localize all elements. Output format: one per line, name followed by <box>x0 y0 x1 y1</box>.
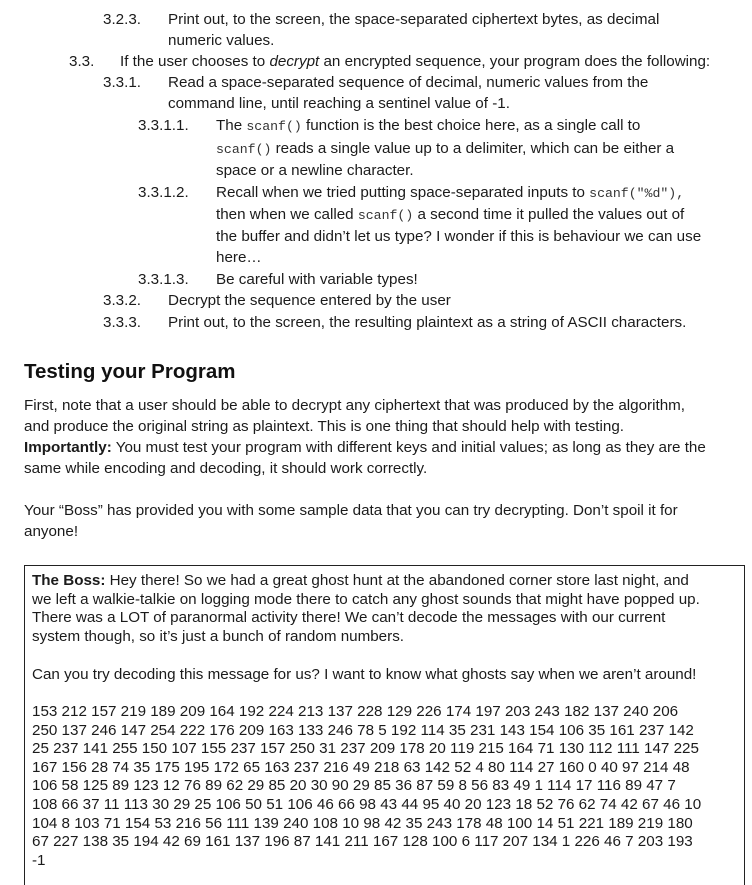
boss-message-box <box>24 565 745 885</box>
item-text <box>216 205 684 226</box>
item-text: Be careful with variable types! <box>216 271 418 288</box>
item-text: space or a newline character. <box>216 162 414 179</box>
item-text: numeric values. <box>168 32 275 49</box>
item-text <box>216 116 640 137</box>
item-number: 3.3. <box>69 53 95 70</box>
cipher-line: 104 8 103 71 154 53 216 56 111 139 240 108 10 98 42 35 243 178 48 100 14 51 221 189 219 180 <box>32 814 693 832</box>
inline-code: scanf() <box>216 142 272 157</box>
paragraph-line: There was a LOT of paranormal activity there! We can’t decode the messages with our current <box>32 609 666 627</box>
paragraph-line: we left a walkie-talkie on logging mode there to catch any ghost sounds that might have popped up. <box>32 590 700 608</box>
item-text: command line, until reaching a sentinel value of -1. <box>168 95 510 112</box>
emphasis-text: decrypt <box>269 53 320 70</box>
cipher-line: 108 66 37 11 113 30 29 25 106 50 51 106 46 66 98 43 44 95 40 20 123 18 52 76 62 74 42 67 46 10 <box>32 795 702 813</box>
boss-message <box>32 572 744 646</box>
bold-text: Importantly: <box>24 439 112 456</box>
testing-paragraph <box>24 395 746 479</box>
item-text <box>216 183 684 204</box>
cipher-line: 153 212 157 219 189 209 164 192 224 213 137 228 129 226 174 197 203 243 182 137 240 206 <box>32 703 679 720</box>
text-run: The <box>216 117 247 134</box>
cipher-line: 106 58 125 89 123 12 76 89 62 29 85 20 30 90 29 85 36 87 59 8 56 83 49 1 114 17 116 89 47 7 <box>32 777 676 795</box>
item-number: 3.3.1.2. <box>138 184 189 201</box>
inline-code: scanf() <box>357 208 414 223</box>
cipher-line: 67 227 138 35 194 42 69 161 137 196 87 141 211 167 128 100 6 117 207 134 1 226 46 7 203 193 <box>32 833 693 851</box>
item-text: Read a space-separated sequence of decimal, numeric values from the <box>168 74 649 91</box>
item-number: 3.2.3. <box>103 11 141 28</box>
boss-request: Can you try decoding this message for us? I want to know what ghosts say when we aren’t around! <box>32 666 697 683</box>
item-text: the buffer and didn’t let us type? I wonder if this is behaviour we can use <box>216 228 702 245</box>
paragraph-line: Your “Boss” has provided you with some sample data that you can try decrypting. Don’t spoil it for <box>24 502 678 519</box>
paragraph-line <box>24 437 746 458</box>
item-number: 3.3.1. <box>103 74 141 91</box>
cipher-line: 25 237 141 255 150 107 155 237 157 250 31 237 209 178 20 119 215 164 71 130 112 111 147 225 <box>32 740 699 758</box>
text-run: an encrypted sequence, your program does the following: <box>319 53 711 70</box>
text-run: Hey there! So we had a great ghost hunt at the abandoned corner store last night, and <box>105 572 689 589</box>
paragraph-line: same while encoding and decoding, it should work correctly. <box>24 460 428 477</box>
item-text <box>216 139 674 160</box>
paragraph-line <box>32 572 744 591</box>
text-run: Recall when we tried putting space-separated inputs to <box>216 184 590 201</box>
boss-label: The Boss: <box>32 572 106 589</box>
boss-intro-paragraph <box>24 500 746 542</box>
item-number: 3.3.3. <box>103 314 141 331</box>
text-run: then when we called <box>216 206 358 223</box>
paragraph-line: and produce the original string as plaintext. This is one thing that should help with testing. <box>24 418 624 435</box>
text-run: reads a single value up to a delimiter, which can be either a <box>271 140 675 157</box>
inline-code: scanf() <box>246 119 302 134</box>
text-run: a second time it pulled the values out of <box>413 206 685 223</box>
ciphertext-block <box>32 703 744 870</box>
item-number: 3.3.2. <box>103 292 141 309</box>
text-run: You must test your program with different keys and initial values; as long as they are the <box>111 439 706 456</box>
item-text: here… <box>216 249 262 266</box>
text-run: If the user chooses to <box>120 53 270 70</box>
section-heading: Testing your Program <box>24 360 236 383</box>
text-run: function is the best choice here, as a single call to <box>301 117 641 134</box>
cipher-line: 167 156 28 74 35 175 195 172 65 163 237 216 49 218 63 142 52 4 80 114 27 160 0 40 97 214 48 <box>32 758 690 776</box>
item-text <box>120 52 710 72</box>
cipher-line: 250 137 246 147 254 222 176 209 163 133 246 78 5 192 114 35 231 143 154 106 35 161 237 142 <box>32 721 694 739</box>
item-text: Print out, to the screen, the space-separated ciphertext bytes, as decimal <box>168 11 660 28</box>
paragraph-line: system though, so it’s just a bunch of random numbers. <box>32 627 405 645</box>
item-number: 3.3.1.3. <box>138 271 189 288</box>
paragraph-line: anyone! <box>24 523 79 540</box>
item-text: Print out, to the screen, the resulting plaintext as a string of ASCII characters. <box>168 314 687 331</box>
inline-code: scanf("%d"), <box>589 186 685 201</box>
cipher-line: -1 <box>32 851 46 869</box>
paragraph-line: First, note that a user should be able to decrypt any ciphertext that was produced by the algorithm, <box>24 397 686 414</box>
item-number: 3.3.1.1. <box>138 117 189 134</box>
item-text: Decrypt the sequence entered by the user <box>168 292 451 309</box>
